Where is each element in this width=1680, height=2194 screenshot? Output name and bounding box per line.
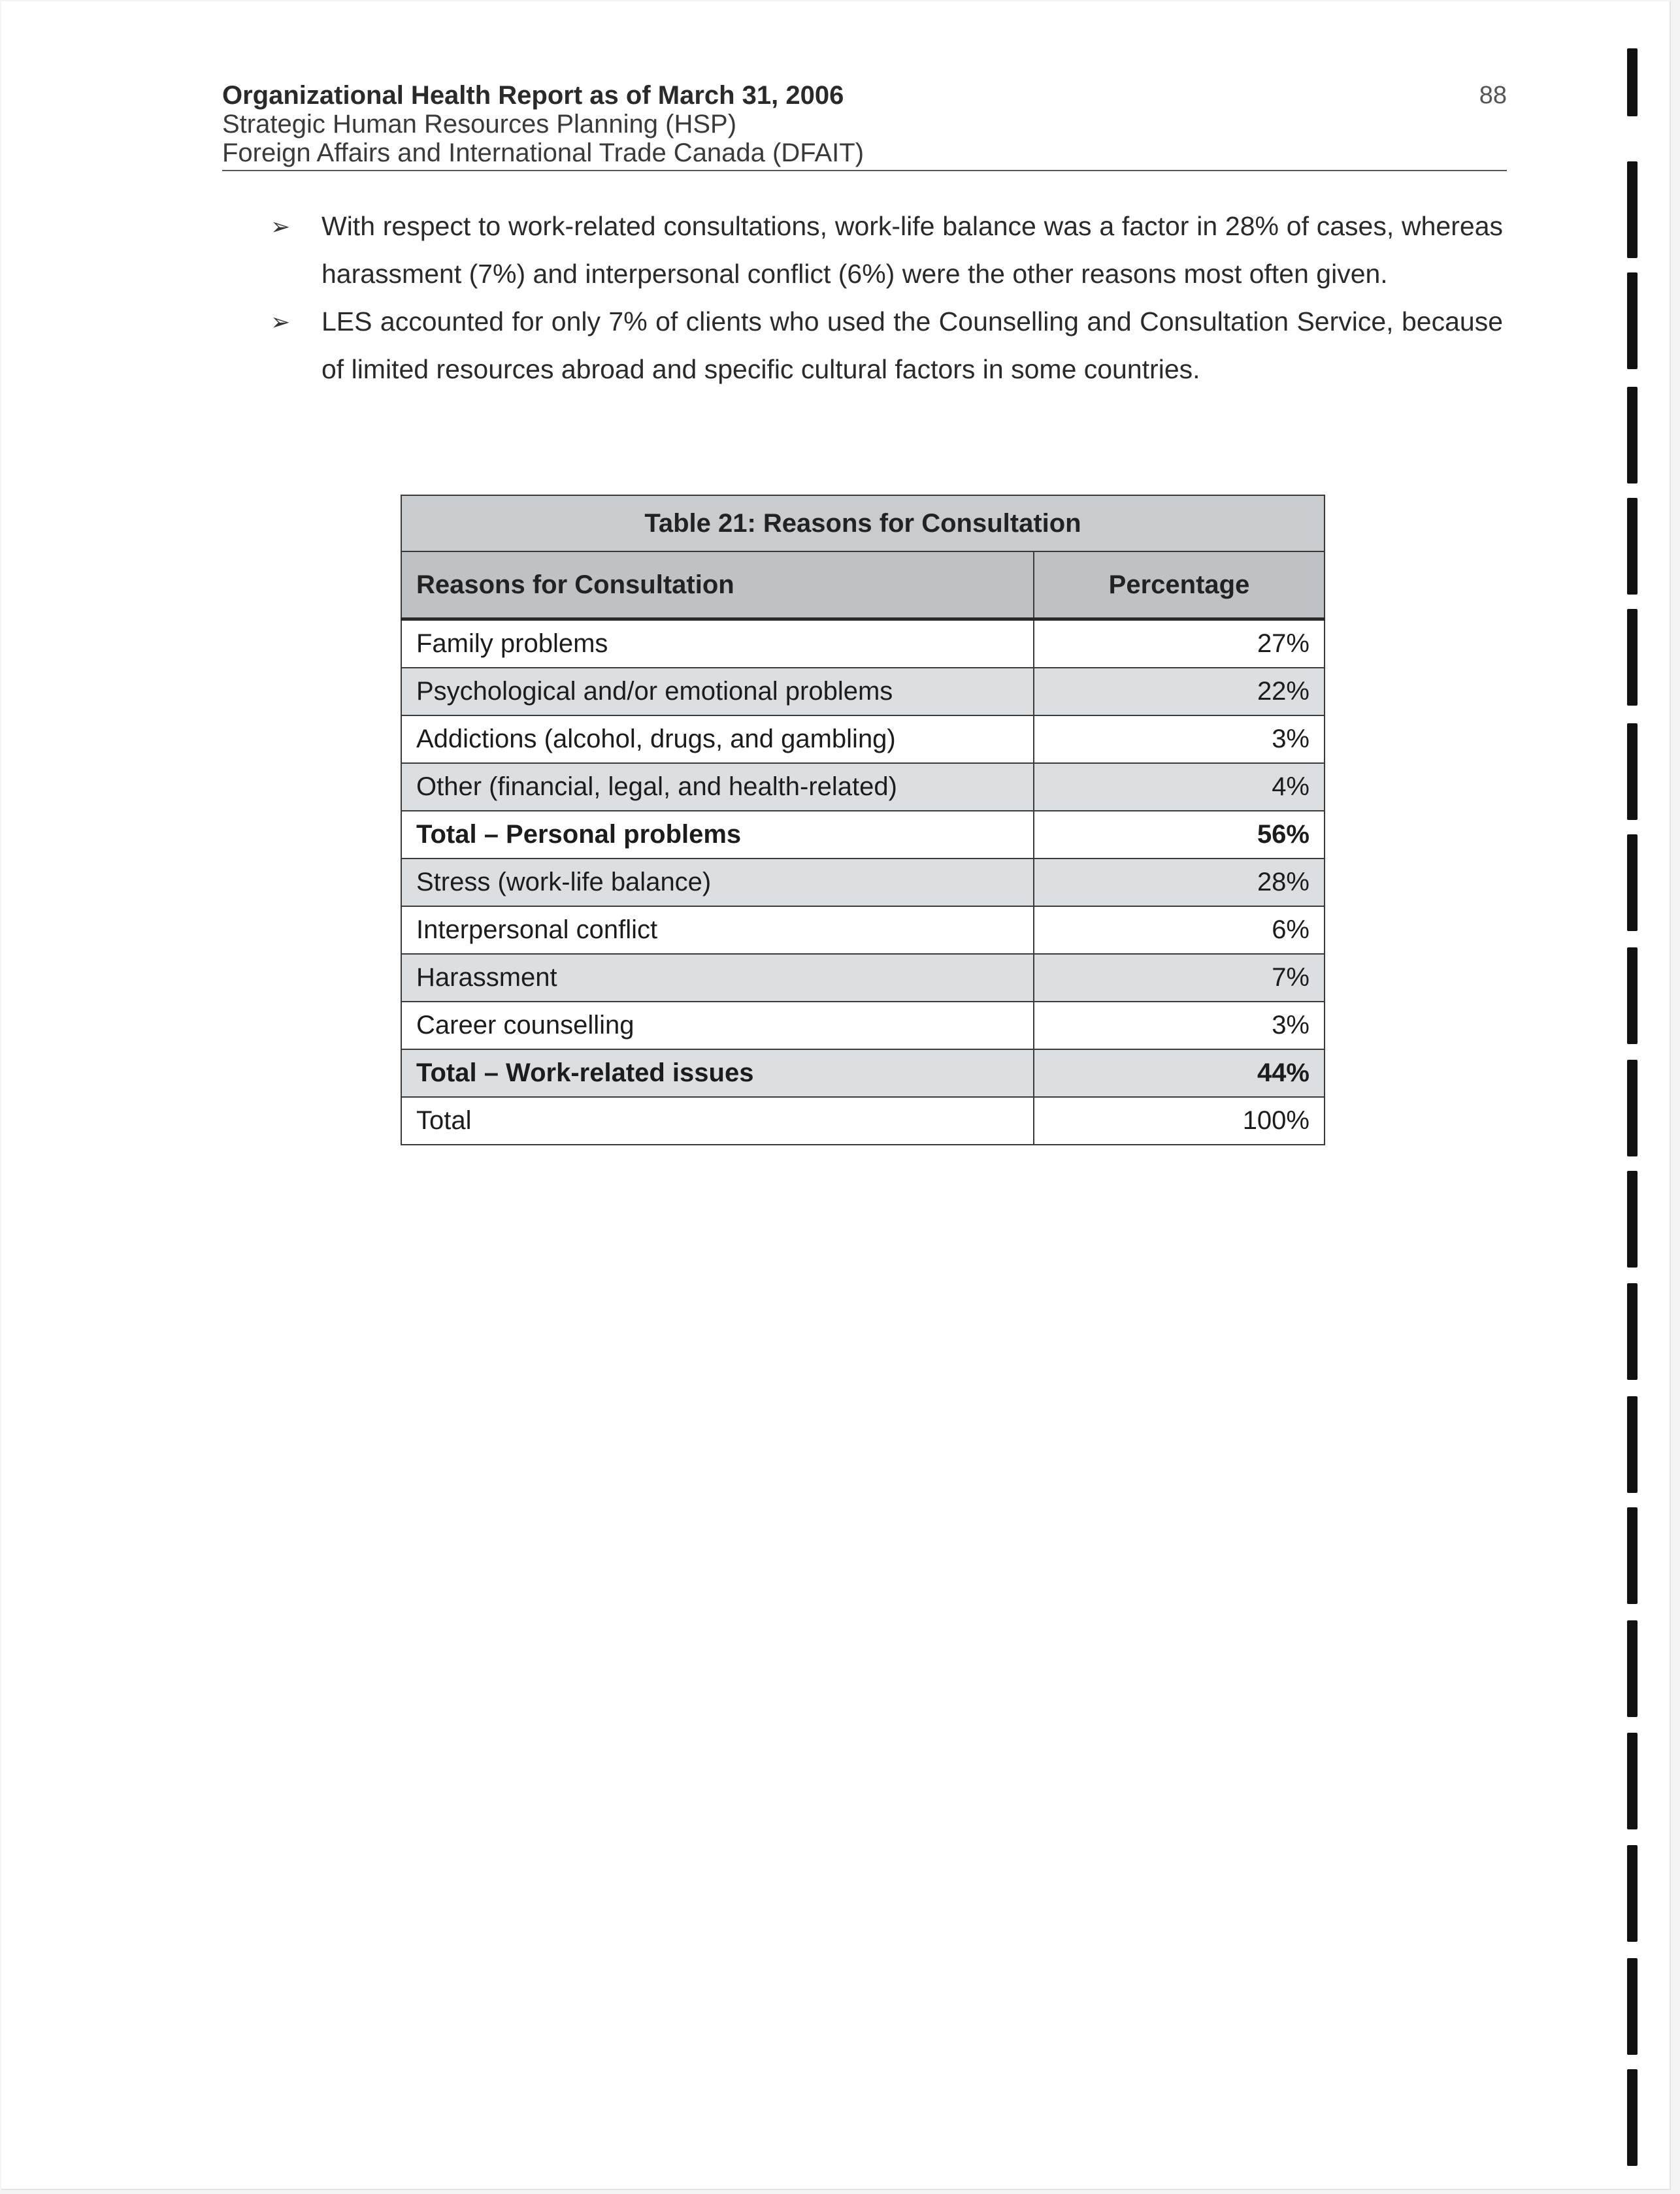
percentage-cell: 4% — [1034, 763, 1325, 811]
reason-cell: Stress (work-life balance) — [401, 859, 1034, 906]
binding-mark — [1627, 1620, 1638, 1717]
reason-cell: Total – Work-related issues — [401, 1049, 1034, 1097]
binding-mark — [1627, 609, 1638, 706]
column-header-percentage: Percentage — [1034, 551, 1325, 619]
percentage-cell: 28% — [1034, 859, 1325, 906]
binding-mark — [1627, 272, 1638, 369]
total-row — [401, 1097, 1325, 1145]
arrow-bullet-icon: ➢ — [271, 308, 291, 335]
reason-cell: Addictions (alcohol, drugs, and gambling) — [401, 715, 1034, 763]
subtotal-row — [401, 1049, 1325, 1097]
reason-cell: Interpersonal conflict — [401, 906, 1034, 954]
arrow-bullet-icon: ➢ — [271, 213, 291, 240]
binding-mark — [1627, 1958, 1638, 2055]
column-header-reason: Reasons for Consultation — [401, 551, 1034, 619]
page-header — [222, 81, 1507, 171]
percentage-cell: 56% — [1034, 811, 1325, 859]
binding-mark — [1627, 161, 1638, 258]
bullet-text: With respect to work-related consultations, work-life balance was a factor in 28% of cases, whereas harassment (7%) and interpersonal conflict (6%) were the other reasons most often given. — [321, 211, 1503, 289]
reason-cell: Career counselling — [401, 1002, 1034, 1049]
binding-mark — [1627, 1845, 1638, 1942]
percentage-cell: 7% — [1034, 954, 1325, 1002]
report-title: Organizational Health Report as of March 31, 2006 — [222, 81, 844, 110]
reason-cell: Other (financial, legal, and health-related) — [401, 763, 1034, 811]
bullet-text: LES accounted for only 7% of clients who used the Counselling and Consultation Service, because of limited resources abroad and specific cultural factors in some countries. — [321, 306, 1503, 384]
binding-mark — [1627, 1396, 1638, 1493]
table-row — [401, 1002, 1325, 1049]
bullet-item — [271, 203, 1503, 298]
reasons-table-container — [401, 495, 1324, 1145]
binding-mark — [1627, 947, 1638, 1044]
reason-cell: Family problems — [401, 619, 1034, 668]
table-caption-row — [401, 495, 1325, 551]
binding-mark — [1627, 834, 1638, 931]
table-row — [401, 715, 1325, 763]
binding-mark — [1627, 2069, 1638, 2166]
reason-cell: Psychological and/or emotional problems — [401, 668, 1034, 715]
document-page — [1, 1, 1671, 2190]
table-row — [401, 668, 1325, 715]
report-subtitle: Strategic Human Resources Planning (HSP) — [222, 110, 737, 139]
table-row — [401, 906, 1325, 954]
table-header-row — [401, 551, 1325, 619]
bullet-list — [271, 203, 1503, 393]
reason-cell: Total — [401, 1097, 1034, 1145]
binding-mark — [1627, 1283, 1638, 1380]
department-name: Foreign Affairs and International Trade Canada (DFAIT) — [222, 139, 865, 167]
binding-mark — [1627, 1507, 1638, 1604]
binding-mark — [1627, 387, 1638, 483]
table-row — [401, 763, 1325, 811]
binding-mark — [1627, 723, 1638, 820]
percentage-cell: 44% — [1034, 1049, 1325, 1097]
percentage-cell: 3% — [1034, 715, 1325, 763]
percentage-cell: 27% — [1034, 619, 1325, 668]
reasons-table — [401, 495, 1325, 1145]
table-caption: Table 21: Reasons for Consultation — [401, 495, 1325, 551]
percentage-cell: 22% — [1034, 668, 1325, 715]
table-row — [401, 859, 1325, 906]
table-row — [401, 954, 1325, 1002]
table-row — [401, 619, 1325, 668]
percentage-cell: 6% — [1034, 906, 1325, 954]
reason-cell: Harassment — [401, 954, 1034, 1002]
bullet-item — [271, 298, 1503, 393]
binding-mark — [1627, 48, 1638, 116]
reason-cell: Total – Personal problems — [401, 811, 1034, 859]
percentage-cell: 3% — [1034, 1002, 1325, 1049]
page-number: 88 — [1479, 82, 1507, 109]
subtotal-row — [401, 811, 1325, 859]
binding-mark — [1627, 1171, 1638, 1268]
binding-mark — [1627, 1733, 1638, 1829]
binding-mark — [1627, 498, 1638, 595]
percentage-cell: 100% — [1034, 1097, 1325, 1145]
binding-mark — [1627, 1060, 1638, 1156]
